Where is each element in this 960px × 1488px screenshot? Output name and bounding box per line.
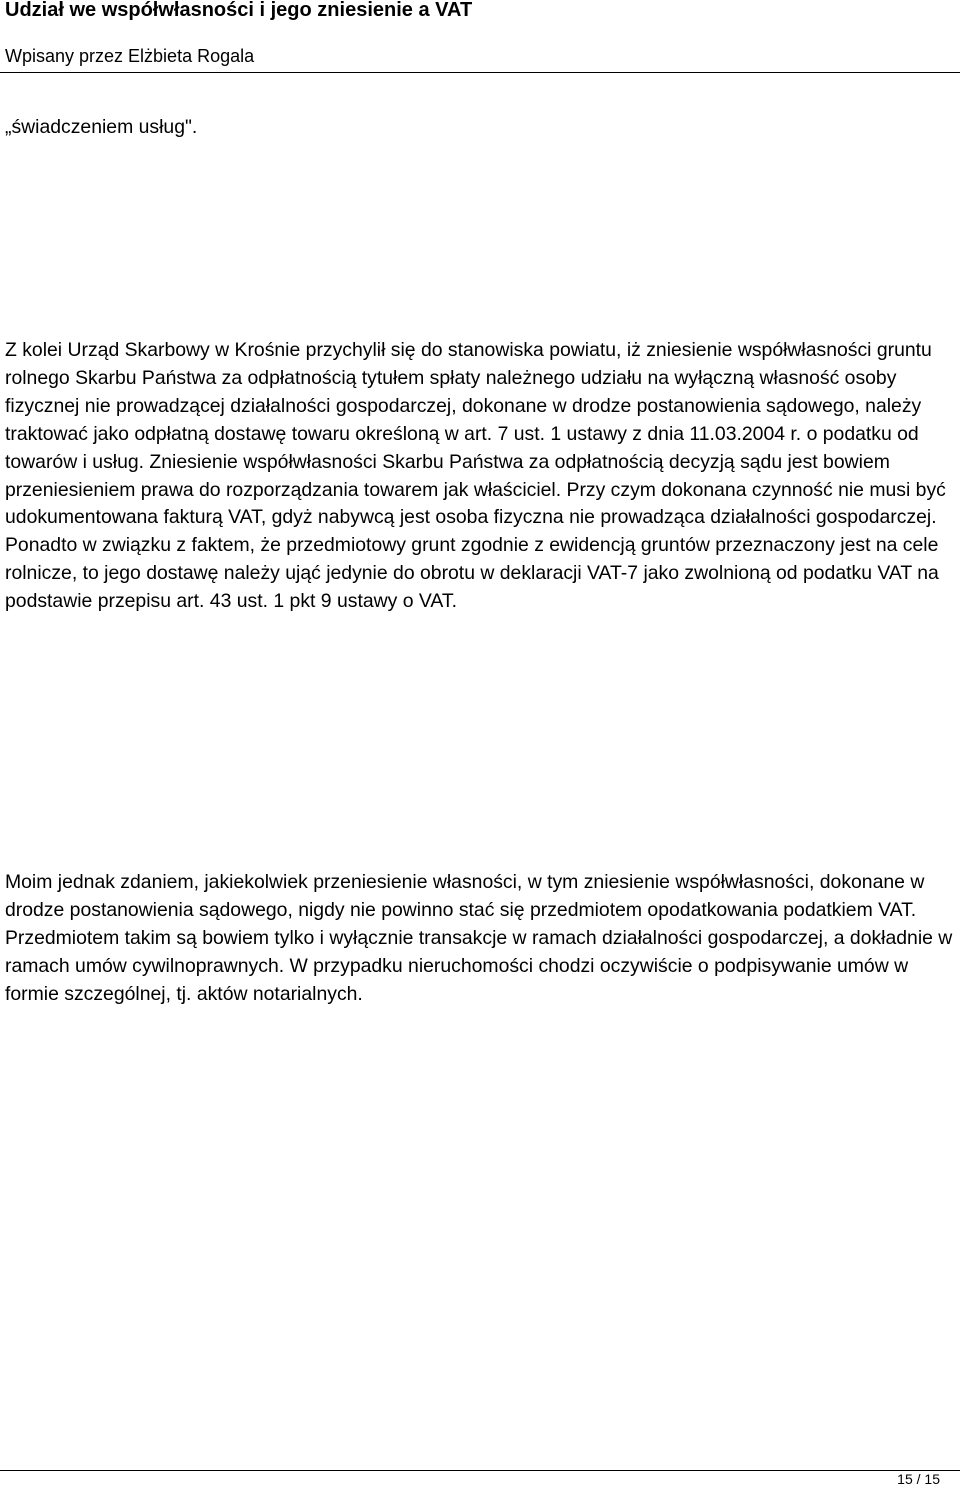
paragraph-tax-office-position: Z kolei Urząd Skarbowy w Krośnie przychylił się do stanowiska powiatu, iż zniesienie współwłasności gruntu rolnego Skarbu Państwa za odpłatnością tytułem spłaty należnego udziału na wyłączną własność osoby fizycznej nie prowadzącej działalności gospodarczej, dokonane w drodze postanowienia sądowego, należy traktować jako odpłatną dostawę towaru określoną w art. 7 ust. 1 ustawy z dnia 11.03.2004 r. o podatku od towarów i usług. Zniesienie współwłasności Skarbu Państwa za odpłatnością decyzją sądu jest bowiem przeniesieniem prawa do rozporządzania towarem jak właściciel. Przy czym dokonana czynność nie musi być udokumentowana fakturą VAT, gdyż nabywcą jest osoba fizyczna nie prowadząca działalności gospodarczej. Ponadto w związku z faktem, że przedmiotowy grunt zgodnie z ewidencją gruntów przeznaczony jest na cele rolnicze, to jego dostawę należy ująć jedynie do obrotu w deklaracji VAT-7 jako zwolnioną od podatku VAT na podstawie przepisu art. 43 ust. 1 pkt 9 ustawy o VAT. — [5, 339, 946, 613]
footer-divider — [0, 1470, 960, 1471]
page-number: 15 / 15 — [897, 1471, 940, 1487]
document-author: Wpisany przez Elżbieta Rogala — [5, 46, 255, 66]
paragraph-author-opinion: Moim jednak zdaniem, jakiekolwiek przeniesienie własności, w tym zniesienie współwłasności, dokonane w drodze postanowienia sądowego, nigdy nie powinno stać się przedmiotem opodatkowania podatkiem VAT. Przedmiotem takim są bowiem tylko i wyłącznie transakcje w ramach działalności gospodarczej, a dokładnie w ramach umów cywilnoprawnych. W przypadku nieruchomości chodzi oczywiście o podpisywanie umów w formie szczególnej, tj. aktów notarialnych. — [5, 871, 953, 1005]
paragraph-continuation: „świadczeniem usług". — [5, 116, 198, 138]
document-title: Udział we współwłasności i jego zniesienie a VAT — [5, 0, 473, 21]
header-divider — [0, 72, 960, 73]
